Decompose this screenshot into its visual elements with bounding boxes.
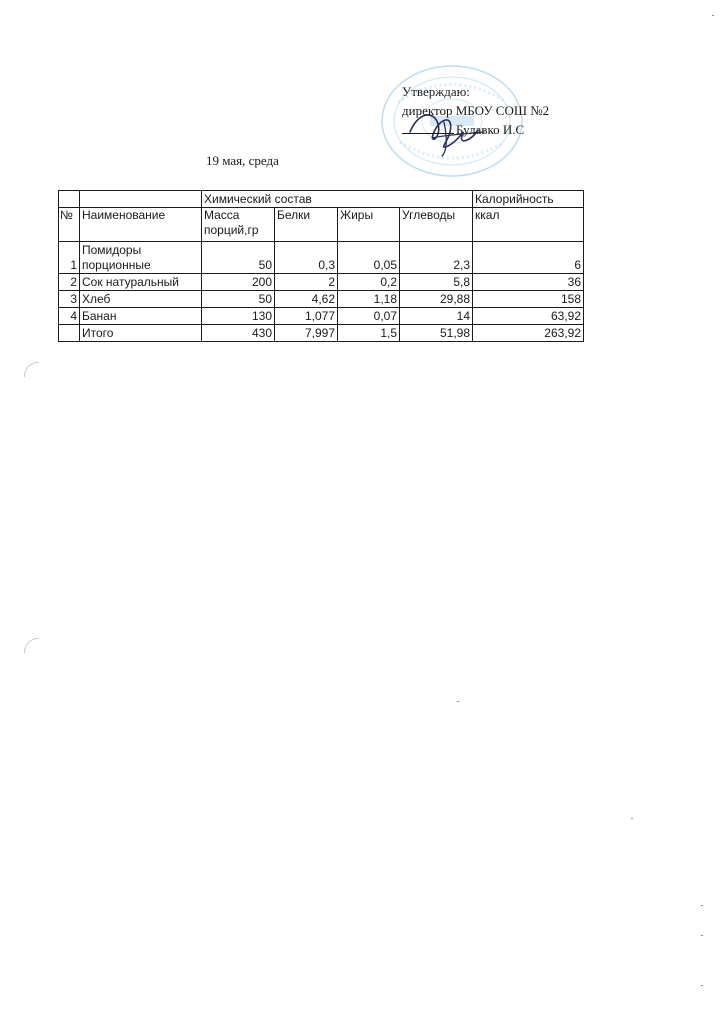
scan-speck: [701, 935, 703, 936]
total-row: [59, 325, 584, 342]
scan-speck: [457, 701, 459, 702]
row-name: Хлеб: [80, 291, 202, 308]
row-number: 4: [59, 308, 80, 325]
header-name: Наименование: [80, 208, 202, 242]
approval-position: директор МБОУ СОШ №2: [402, 103, 550, 118]
row-number: 1: [59, 242, 80, 274]
total-kcal: 263,92: [473, 325, 584, 342]
row-kcal: 63,92: [473, 308, 584, 325]
row-kcal: 6: [473, 242, 584, 274]
scan-hole-mark: [24, 638, 39, 653]
row-proteins: 2: [275, 274, 338, 291]
row-mass: 130: [202, 308, 275, 325]
header-blank-number: [59, 191, 80, 208]
column-header-row: [59, 208, 584, 242]
row-name: Сок натуральный: [80, 274, 202, 291]
header-carbs: Углеводы: [400, 208, 473, 242]
row-carbs: 5,8: [400, 274, 473, 291]
header-calories: Калорийность: [473, 191, 584, 208]
row-fats: 1,18: [338, 291, 400, 308]
total-label: Итого: [80, 325, 202, 342]
approval-heading: Утверждаю:: [402, 84, 470, 99]
row-proteins: 0,3: [275, 242, 338, 274]
row-mass: 200: [202, 274, 275, 291]
row-name: Банан: [80, 308, 202, 325]
total-carbs: 51,98: [400, 325, 473, 342]
scan-speck: [712, 15, 714, 16]
approval-signatory: [402, 120, 549, 139]
row-mass: 50: [202, 291, 275, 308]
row-fats: 0,2: [338, 274, 400, 291]
total-number-blank: [59, 325, 80, 342]
row-number: 3: [59, 291, 80, 308]
row-carbs: 2,3: [400, 242, 473, 274]
row-fats: 0,05: [338, 242, 400, 274]
scan-speck: [701, 985, 703, 986]
table-row: [59, 242, 584, 274]
row-name: Помидоры порционные: [80, 242, 202, 274]
row-carbs: 14: [400, 308, 473, 325]
signature-line: [402, 121, 454, 134]
row-number: 2: [59, 274, 80, 291]
menu-date: 19 мая, среда: [206, 153, 279, 168]
header-blank-name: [80, 191, 202, 208]
row-proteins: 4,62: [275, 291, 338, 308]
total-fats: 1,5: [338, 325, 400, 342]
row-mass: 50: [202, 242, 275, 274]
header-chemical-composition: Химический состав: [202, 191, 473, 208]
row-carbs: 29,88: [400, 291, 473, 308]
header-fats: Жиры: [338, 208, 400, 242]
approval-signatory-name: Булавко И.С: [456, 122, 525, 137]
header-kcal: ккал: [473, 208, 584, 242]
group-header-row: [59, 191, 584, 208]
table-row: [59, 291, 584, 308]
total-mass: 430: [202, 325, 275, 342]
table-row: [59, 308, 584, 325]
table-row: [59, 274, 584, 291]
header-proteins: Белки: [275, 208, 338, 242]
nutrition-table: [58, 190, 584, 342]
scan-speck: [631, 818, 633, 819]
row-proteins: 1,077: [275, 308, 338, 325]
header-number: №: [59, 208, 80, 242]
total-proteins: 7,997: [275, 325, 338, 342]
scan-speck: [701, 905, 703, 906]
approval-block: [402, 82, 549, 139]
scan-hole-mark: [24, 362, 39, 377]
row-fats: 0,07: [338, 308, 400, 325]
row-kcal: 36: [473, 274, 584, 291]
row-kcal: 158: [473, 291, 584, 308]
header-mass: Масса порций,гр: [202, 208, 275, 242]
